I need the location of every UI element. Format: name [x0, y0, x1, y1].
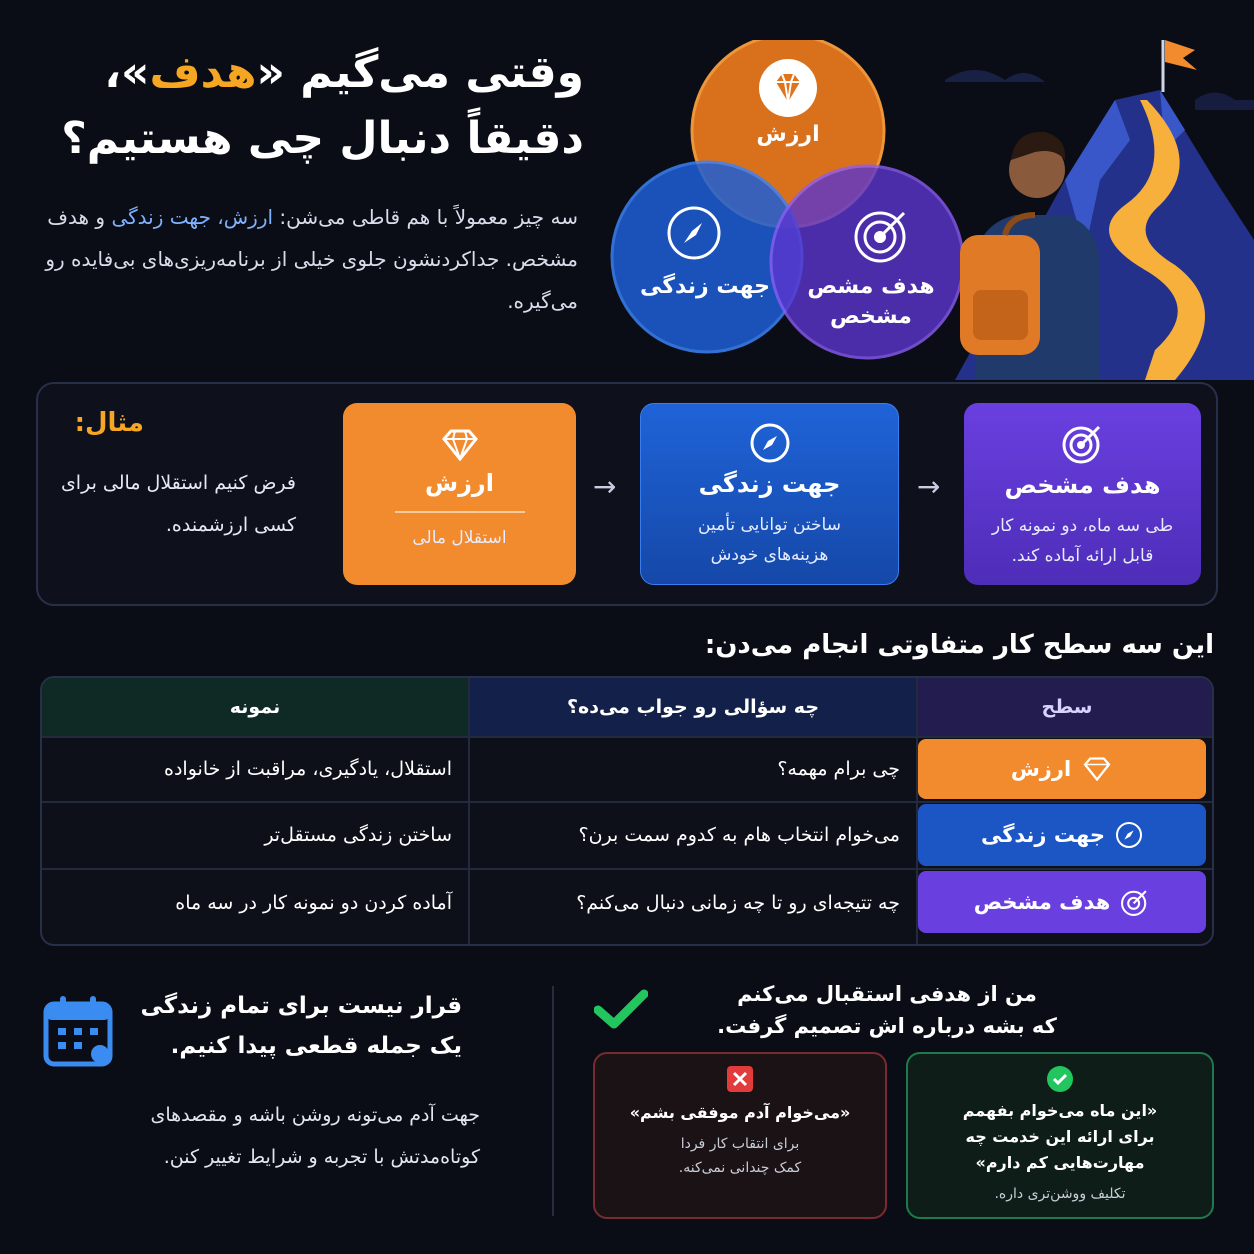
compass-icon	[666, 205, 722, 261]
diamond-icon	[758, 58, 818, 118]
venn-goal-label: هدف مشص مشخص	[807, 274, 935, 329]
goal-card: هدف مشخص طی سه ماه، دو نمونه کار قابل ارائه آماده کند.	[964, 403, 1201, 585]
card-divider	[395, 511, 525, 513]
table-heading: این سه سطح کار متفاوتی انجام می‌دن:	[704, 630, 1214, 660]
checkmark-icon	[594, 988, 648, 1030]
flag-icon	[1165, 40, 1197, 70]
title-highlight: هدف	[149, 47, 257, 98]
table-cell-question: می‌خوام انتخاب هام به کدوم سمت برن؟	[578, 824, 900, 846]
bottom-left-text: جهت آدم می‌تونه روشن باشه و مقصدهای کوتاه‌مدتش با تجربه و شرایط تغییر کنن.	[150, 1104, 480, 1168]
table-row-level-value: ارزش	[918, 739, 1206, 799]
table-cell-example: استقلال، یادگیری، مراقبت از خانواده	[164, 758, 452, 780]
table-header-question: چه سؤالی رو جواب می‌ده؟	[470, 678, 916, 736]
table-row-level-goal: هدف مشخص	[918, 871, 1206, 933]
arrow-left-icon: →	[593, 470, 617, 503]
levels-table	[40, 676, 1214, 946]
table-cell-question: چه تتیجه‌ای رو تا چه زمانی دنبال می‌کنم؟	[576, 892, 900, 914]
venn-value-label: ارزش	[756, 122, 820, 147]
example-title: مثال:	[74, 408, 144, 438]
venn-direction-label: جهت زندگی	[639, 274, 770, 299]
column-divider	[468, 678, 470, 946]
table-cell-question: چی برام مهمه؟	[777, 758, 900, 780]
bottom-left-title: قرار نیست برای تمام زندگی یک جمله قطعی پیدا کنیم.	[140, 993, 462, 1059]
intro-text: سه چیز معمولاً با هم قاطی می‌شن: ارزش، جهت زندگی و هدف مشخص. جداکردنشون جلوی خیلی از برنامه‌ریزی‌های بی‌فایده رو می‌گیره.	[45, 205, 578, 313]
x-icon	[727, 1066, 753, 1092]
diamond-icon	[440, 429, 480, 461]
diamond-icon	[1081, 757, 1113, 781]
table-cell-example: آماده کردن دو نمونه کار در سه ماه	[175, 892, 452, 914]
checkmark-icon	[1047, 1066, 1073, 1092]
table-header-level: سطح	[918, 678, 1214, 736]
value-card: ارزش استقلال مالی	[343, 403, 576, 585]
direction-card: جهت زندگی ساختن توانایی تأمین هزینه‌های خودش	[640, 403, 899, 585]
good-example-box: «این ماه می‌خوام بفهمم برای ارائه این خدمت چه مهارت‌هایی کم دارم» تکلیف ووشن‌تری داره.	[906, 1052, 1214, 1219]
intro-highlight: ارزش، جهت زندگی	[111, 205, 274, 229]
hiker-mountain-illustration	[915, 20, 1254, 380]
arrow-left-icon: →	[917, 470, 941, 503]
bad-example-box: «می‌خوام آدم موفقی بشم» برای انتقاب کار فردا کمک چندانی نمی‌کنه.	[593, 1052, 887, 1219]
target-icon	[1120, 887, 1150, 917]
compass-icon	[749, 422, 791, 464]
page-title: وقتی می‌گیم «هدف»، دقیقاً دنبال چی هستیم؟	[61, 47, 584, 164]
compass-icon	[1115, 821, 1143, 849]
bottom-divider	[552, 986, 554, 1216]
target-icon	[1061, 421, 1105, 465]
table-row-level-direction: جهت زندگی	[918, 804, 1206, 866]
bottom-right-title: من از هدفی استقبال می‌کنم که بشه درباره‌ اش تصمیم گرفت.	[717, 982, 1057, 1038]
table-header-example: نمونه	[42, 678, 468, 736]
example-text: فرض کنیم استقلال مالی برای کسی ارزشمنده.	[60, 472, 296, 536]
table-cell-example: ساختن زندگی مستقل‌تر	[264, 824, 452, 846]
target-icon	[852, 205, 912, 265]
